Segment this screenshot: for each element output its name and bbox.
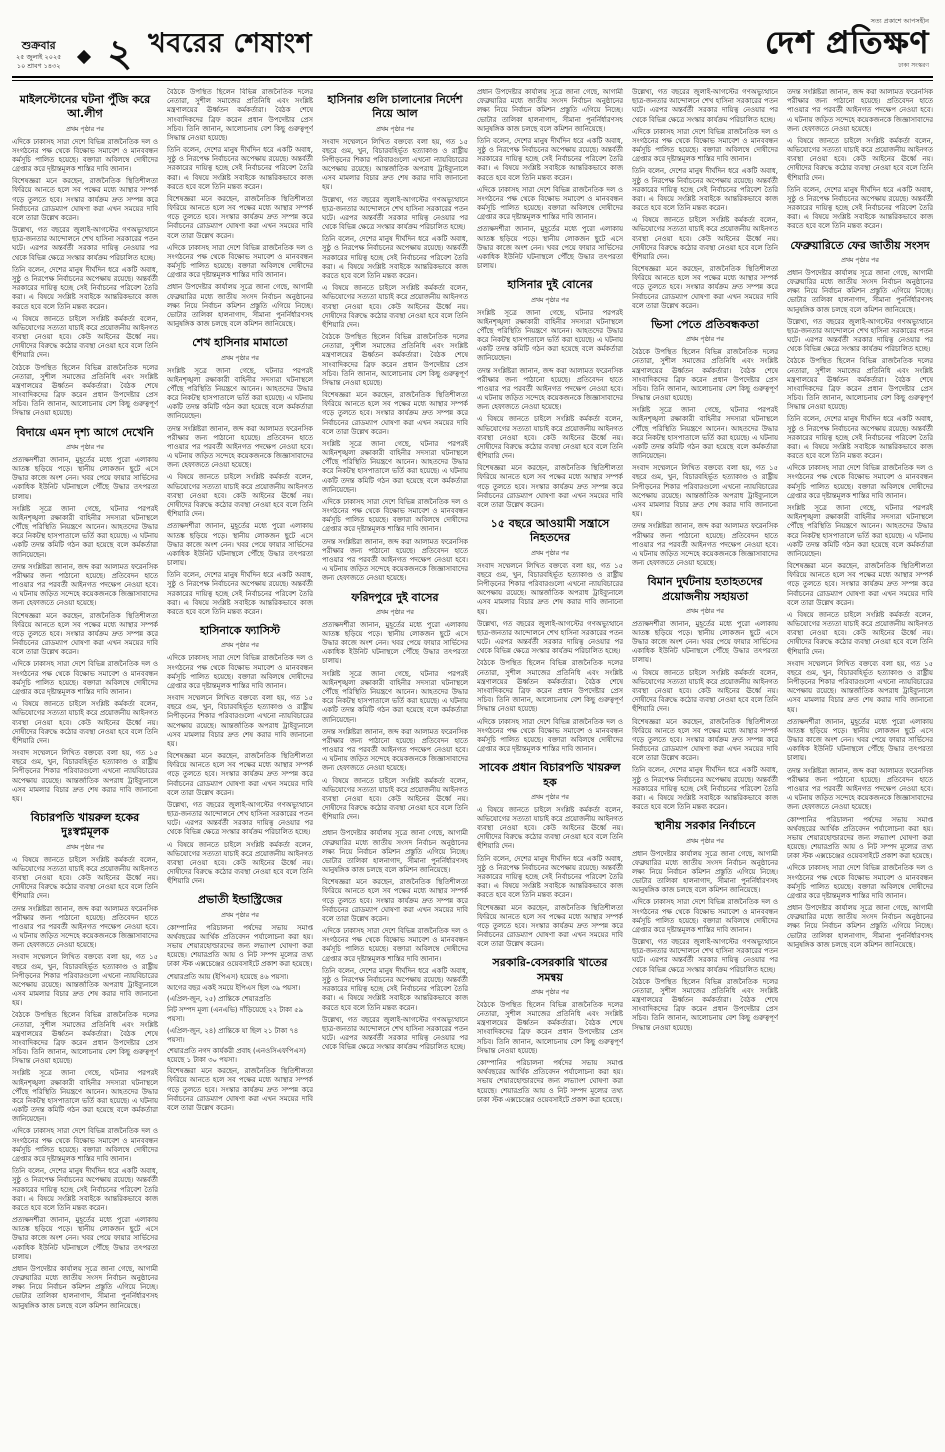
article-headline: স্থানীয় সরকার নির্বাচনে [654,819,756,833]
article-paragraph: উল্লেখ্য, গত বছরের জুলাই-আগস্টের গণঅভ্যুত্থানে ছাত্র-জনতার আন্দোলনে শেখ হাসিনা সরকারের পতন ঘটে। এরপর অন্তর্বর্তী সরকার দায়িত্ব নেওয়ার পর থেকে বিভিন্ন ক্ষেত্রে সংস্কার কার্যক্রম পরিচালিত হচ্ছে। [167,800,313,837]
article-paragraph: তদন্ত সংশ্লিষ্টরা জানান, জব্দ করা আলামত ফরেনসিক পরীক্ষার জন্য পাঠানো হয়েছে। প্রতিবেদন হাতে পাওয়ার পর পরবর্তী আইনগত পদক্ষেপ নেওয়া হবে। এ ঘটনায় জড়িত সন্দেহে কয়েকজনকে জিজ্ঞাসাবাদের জন্য হেফাজতে নেওয়া হয়েছে। [12,904,158,950]
article-paragraph: এ বিষয়ে জানতে চাইলে সংশ্লিষ্ট কর্মকর্তা বলেন, অভিযোগের সত্যতা যাচাই করে প্রয়োজনীয় আইনগত ব্যবস্থা নেওয়া হবে। কেউ আইনের ঊর্ধ্বে নয়। দোষীদের বিরুদ্ধে কঠোর ব্যবস্থা নেওয়া হবে বলে তিনি হুঁশিয়ারি দেন। [12,700,158,745]
article-kicker: প্রথম পৃষ্ঠার পর [221,911,259,919]
article-paragraph: এ বিষয়ে জানতে চাইলে সংশ্লিষ্ট কর্মকর্তা বলেন, অভিযোগের সত্যতা যাচাই করে প্রয়োজনীয় আইনগত ব্যবস্থা নেওয়া হবে। কেউ আইনের ঊর্ধ্বে নয়। দোষীদের বিরুদ্ধে কঠোর ব্যবস্থা নেওয়া হবে বলে তিনি হুঁশিয়ারি দেন। [12,314,158,360]
article-paragraph: এদিকে ঢাকাসহ সারা দেশে বিভিন্ন রাজনৈতিক দল ও সংগঠনের পক্ষ থেকে বিক্ষোভ সমাবেশ ও মানববন্ধন কর্মসূচি পালিত হয়েছে। বক্তারা অবিলম্বে দোষীদের গ্রেপ্তার করে দৃষ্টান্তমূলক শাস্তির দাবি জানান। [12,660,158,696]
article-paragraph: সংশ্লিষ্ট সূত্রে জানা গেছে, ঘটনার পরপরই আইনশৃঙ্খলা রক্ষাকারী বাহিনীর সদস্যরা ঘটনাস্থলে পৌঁছে পরিস্থিতি নিয়ন্ত্রণে আনেন। আহতদের উদ্ধার করে নিকটস্থ হাসপাতালে ভর্তি করা হয়েছে। এ ঘটনায় একটি তদন্ত কমিটি গঠন করা হয়েছে বলে কর্মকর্তারা জানিয়েছেন। [322,669,468,724]
article-kicker: প্রথম পৃষ্ঠার পর [531,793,569,801]
article-continuation [322,829,468,1052]
article-paragraph: বিশেষজ্ঞরা মনে করছেন, রাজনৈতিক স্থিতিশীলতা ফিরিয়ে আনতে হলে সব পক্ষের মধ্যে আস্থার সম্পর্ক গড়ে তুলতে হবে। সংস্কার কার্যক্রম দ্রুত সম্পন্ন করে নির্বাচনের রোডম্যাপ ঘোষণা করা এখন সময়ের দাবি বলে তারা উল্লেখ করেন। [167,752,313,797]
article-paragraph: বৈঠকে উপস্থিত ছিলেন বিভিন্ন রাজনৈতিক দলের নেতারা, সুশীল সমাজের প্রতিনিধি এবং সংশ্লিষ্ট মন্ত্রণালয়ের ঊর্ধ্বতন কর্মকর্তারা। বৈঠক শেষে সাংবাদিকদের ব্রিফ করেন প্রধান উপদেষ্টার প্রেস সচিব। তিনি জানান, আলোচনায় বেশ কিছু গুরুত্বপূর্ণ সিদ্ধান্ত নেওয়া হয়েছে। [632,977,778,1032]
article-paragraph: উল্লেখ্য, গত বছরের জুলাই-আগস্টের গণঅভ্যুত্থানে ছাত্র-জনতার আন্দোলনে শেখ হাসিনা সরকারের পতন ঘটে। এরপর অন্তর্বর্তী সরকার দায়িত্ব নেওয়ার পর থেকে বিভিন্ন ক্ষেত্রে সংস্কার কার্যক্রম পরিচালিত হচ্ছে। [632,88,778,124]
article-paragraph: প্রত্যক্ষদর্শীরা জানান, মুহূর্তের মধ্যে পুরো এলাকায় আতঙ্ক ছড়িয়ে পড়ে। স্থানীয় লোকজন ছুটে এসে উদ্ধার কাজে অংশ নেন। খবর পেয়ে ফায়ার সার্ভিসের একাধিক ইউনিট ঘটনাস্থলে পৌঁছে উদ্ধার তৎপরতা চালায়। [632,619,778,665]
article-paragraph: উল্লেখ্য, গত বছরের জুলাই-আগস্টের গণঅভ্যুত্থানে ছাত্র-জনতার আন্দোলনে শেখ হাসিনা সরকারের পতন ঘটে। এরপর অন্তর্বর্তী সরকার দায়িত্ব নেওয়ার পর থেকে বিভিন্ন ক্ষেত্রে সংস্কার কার্যক্রম পরিচালিত হচ্ছে। [12,226,158,262]
article-paragraph: এদিকে ঢাকাসহ সারা দেশে বিভিন্ন রাজনৈতিক দল ও সংগঠনের পক্ষ থেকে বিক্ষোভ সমাবেশ ও মানববন্ধন কর্মসূচি পালিত হয়েছে। বক্তারা অবিলম্বে দোষীদের গ্রেপ্তার করে দৃষ্টান্তমূলক শাস্তির দাবি জানান। [12,1127,158,1163]
article-headline: বিদায়ে এমন দৃশ্য আগে দেখেনি [16,425,154,439]
article-paragraph: বিশেষজ্ঞরা মনে করছেন, রাজনৈতিক স্থিতিশীলতা ফিরিয়ে আনতে হলে সব পক্ষের মধ্যে আস্থার সম্পর্ক গড়ে তুলতে হবে। সংস্কার কার্যক্রম দ্রুত সম্পন্ন করে নির্বাচনের রোডম্যাপ ঘোষণা করা এখন সময়ের দাবি বলে তারা উল্লেখ করেন। [477,464,623,509]
article-paragraph: তদন্ত সংশ্লিষ্টরা জানান, জব্দ করা আলামত ফরেনসিক পরীক্ষার জন্য পাঠানো হয়েছে। প্রতিবেদন হাতে পাওয়ার পর পরবর্তী আইনগত পদক্ষেপ নেওয়া হবে। এ ঘটনায় জড়িত সন্দেহে কয়েকজনকে জিজ্ঞাসাবাদের জন্য হেফাজতে নেওয়া হয়েছে। [322,727,468,773]
article-paragraph: বৈঠকে উপস্থিত ছিলেন বিভিন্ন রাজনৈতিক দলের নেতারা, সুশীল সমাজের প্রতিনিধি এবং সংশ্লিষ্ট মন্ত্রণালয়ের ঊর্ধ্বতন কর্মকর্তারা। বৈঠক শেষে সাংবাদিকদের ব্রিফ করেন প্রধান উপদেষ্টার প্রেস সচিব। তিনি জানান, আলোচনায় বেশ কিছু গুরুত্বপূর্ণ সিদ্ধান্ত নেওয়া হয়েছে। [477,1000,623,1055]
header-rule-thick [12,76,933,78]
article [477,517,623,754]
article-paragraph: উল্লেখ্য, গত বছরের জুলাই-আগস্টের গণঅভ্যুত্থানে ছাত্র-জনতার আন্দোলনে শেখ হাসিনা সরকারের পতন ঘটে। এরপর অন্তর্বর্তী সরকার দায়িত্ব নেওয়ার পর থেকে বিভিন্ন ক্ষেত্রে সংস্কার কার্যক্রম পরিচালিত হচ্ছে। [787,317,933,354]
article-paragraph: তিনি বলেন, দেশের মানুষ দীর্ঘদিন ধরে একটি অবাধ, সুষ্ঠু ও নিরপেক্ষ নির্বাচনের অপেক্ষায় রয়েছে। অন্তর্বর্তী সরকারের দায়িত্ব হচ্ছে সেই নির্বাচনের পরিবেশ তৈরি করা। এ বিষয়ে সংশ্লিষ্ট সবাইকে আন্তরিকভাবে কাজ করতে হবে বলে তিনি মন্তব্য করেন। [12,265,158,311]
article-paragraph: তিনি বলেন, দেশের মানুষ দীর্ঘদিন ধরে একটি অবাধ, সুষ্ঠু ও নিরপেক্ষ নির্বাচনের অপেক্ষায় রয়েছে। অন্তর্বর্তী সরকারের দায়িত্ব হচ্ছে সেই নির্বাচনের পরিবেশ তৈরি করা। এ বিষয়ে সংশ্লিষ্ট সবাইকে আন্তরিকভাবে কাজ করতে হবে বলে তিনি মন্তব্য করেন। [787,185,933,231]
page-number: ২ [107,30,133,75]
article [167,624,313,886]
article-headline: মাইলস্টোনের ঘটনা পুঁজি করে আ.লীগ [19,93,151,121]
article-paragraph: বিশেষজ্ঞরা মনে করছেন, রাজনৈতিক স্থিতিশীলতা ফিরিয়ে আনতে হলে সব পক্ষের মধ্যে আস্থার সম্পর্ক গড়ে তুলতে হবে। সংস্কার কার্যক্রম দ্রুত সম্পন্ন করে নির্বাচনের রোডম্যাপ ঘোষণা করা এখন সময়ের দাবি বলে তারা উল্লেখ করেন। [12,177,158,222]
article-paragraph: প্রধান উপদেষ্টার কার্যালয় সূত্রে জানা গেছে, আগামী ফেব্রুয়ারির মধ্যে জাতীয় সংসদ নির্বাচন অনুষ্ঠানের লক্ষ্য নিয়ে নির্বাচন কমিশন প্রস্তুতি এগিয়ে নিচ্ছে। ভোটার তালিকা হালনাগাদ, সীমানা পুনর্নির্ধারণসহ আনুষঙ্গিক কাজ চলছে বলে কমিশন জানিয়েছে। [12,1264,158,1310]
article-paragraph: বৈঠকে উপস্থিত ছিলেন বিভিন্ন রাজনৈতিক দলের নেতারা, সুশীল সমাজের প্রতিনিধি এবং সংশ্লিষ্ট মন্ত্রণালয়ের ঊর্ধ্বতন কর্মকর্তারা। বৈঠক শেষে সাংবাদিকদের ব্রিফ করেন প্রধান উপদেষ্টার প্রেস সচিব। তিনি জানান, আলোচনায় বেশ কিছু গুরুত্বপূর্ণ সিদ্ধান্ত নেওয়া হয়েছে। [787,357,933,412]
masthead-title: দেশ প্রতিক্ষণ [764,25,929,62]
article-kicker: প্রথম পৃষ্ঠার পর [66,843,104,851]
masthead-tagline: সত্য প্রকাশে আপসহীন [870,17,929,25]
article-paragraph: তদন্ত সংশ্লিষ্টরা জানান, জব্দ করা আলামত ফরেনসিক পরীক্ষার জন্য পাঠানো হয়েছে। প্রতিবেদন হাতে পাওয়ার পর পরবর্তী আইনগত পদক্ষেপ নেওয়া হবে। এ ঘটনায় জড়িত সন্দেহে কয়েকজনকে জিজ্ঞাসাবাদের জন্য হেফাজতে নেওয়া হয়েছে। [167,424,313,470]
article-kicker: প্রথম পৃষ্ঠার পর [376,608,414,616]
article [477,278,623,510]
article-kicker: প্রথম পৃষ্ঠার পর [221,642,259,650]
article-paragraph: এ বিষয়ে জানতে চাইলে সংশ্লিষ্ট কর্মকর্তা বলেন, অভিযোগের সত্যতা যাচাই করে প্রয়োজনীয় আইনগত ব্যবস্থা নেওয়া হবে। কেউ আইনের ঊর্ধ্বে নয়। দোষীদের বিরুদ্ধে কঠোর ব্যবস্থা নেওয়া হবে বলে তিনি হুঁশিয়ারি দেন। [632,216,778,261]
article-paragraph: এ বিষয়ে জানতে চাইলে সংশ্লিষ্ট কর্মকর্তা বলেন, অভিযোগের সত্যতা যাচাই করে প্রয়োজনীয় আইনগত ব্যবস্থা নেওয়া হবে। কেউ আইনের ঊর্ধ্বে নয়। দোষীদের বিরুদ্ধে কঠোর ব্যবস্থা নেওয়া হবে বলে তিনি হুঁশিয়ারি দেন। [632,668,778,714]
article-paragraph: এদিকে ঢাকাসহ সারা দেশে বিভিন্ন রাজনৈতিক দল ও সংগঠনের পক্ষ থেকে বিক্ষোভ সমাবেশ ও মানববন্ধন কর্মসূচি পালিত হয়েছে। বক্তারা অবিলম্বে দোষীদের গ্রেপ্তার করে দৃষ্টান্তমূলক শাস্তির দাবি জানান। [477,717,623,754]
article-kicker: প্রথম পৃষ্ঠার পর [221,354,259,362]
article-paragraph: বৈঠকে উপস্থিত ছিলেন বিভিন্ন রাজনৈতিক দলের নেতারা, সুশীল সমাজের প্রতিনিধি এবং সংশ্লিষ্ট মন্ত্রণালয়ের ঊর্ধ্বতন কর্মকর্তারা। বৈঠক শেষে সাংবাদিকদের ব্রিফ করেন প্রধান উপদেষ্টার প্রেস সচিব। তিনি জানান, আলোচনায় বেশ কিছু গুরুত্বপূর্ণ সিদ্ধান্ত নেওয়া হয়েছে। [12,1011,158,1066]
article-paragraph: বিশেষজ্ঞরা মনে করছেন, রাজনৈতিক স্থিতিশীলতা ফিরিয়ে আনতে হলে সব পক্ষের মধ্যে আস্থার সম্পর্ক গড়ে তুলতে হবে। সংস্কার কার্যক্রম দ্রুত সম্পন্ন করে নির্বাচনের রোডম্যাপ ঘোষণা করা এখন সময়ের দাবি বলে তারা উল্লেখ করেন। [12,611,158,657]
edition-note: ঢাকা সংস্করণ [898,62,929,70]
article-paragraph: কোম্পানির পরিচালনা পর্ষদের সভায় সমাপ্ত অর্থবছরের আর্থিক প্রতিবেদন পর্যালোচনা করা হয়। সভায় শেয়ারহোল্ডারদের জন্য লভ্যাংশ ঘোষণা করা হয়েছে। শেয়ারপ্রতি আয় ও নিট সম্পদ মূল্যের তথ্য ঢাকা স্টক এক্সচেঞ্জের ওয়েবসাইটে প্রকাশ করা হয়েছে। [477,1059,623,1104]
article-paragraph: এদিকে ঢাকাসহ সারা দেশে বিভিন্ন রাজনৈতিক দল ও সংগঠনের পক্ষ থেকে বিক্ষোভ সমাবেশ ও মানববন্ধন কর্মসূচি পালিত হয়েছে। বক্তারা অবিলম্বে দোষীদের গ্রেপ্তার করে দৃষ্টান্তমূলক শাস্তির দাবি জানান। [477,185,623,222]
date-block [16,39,61,70]
article-paragraph: এদিকে ঢাকাসহ সারা দেশে বিভিন্ন রাজনৈতিক দল ও সংগঠনের পক্ষ থেকে বিক্ষোভ সমাবেশ ও মানববন্ধন কর্মসূচি পালিত হয়েছে। বক্তারা অবিলম্বে দোষীদের গ্রেপ্তার করে দৃষ্টান্তমূলক শাস্তির দাবি জানান। [167,654,313,690]
article-kicker: প্রথম পৃষ্ঠার পর [531,988,569,996]
column-3 [322,88,468,1428]
article-paragraph: সংবাদ সম্মেলনে লিখিত বক্তব্যে বলা হয়, গত ১৫ বছরে গুম, খুন, বিচারবহির্ভূত হত্যাকাণ্ড ও রাষ্ট্রীয় নিপীড়নের শিকার পরিবারগুলো এখনো ন্যায়বিচারের অপেক্ষায় রয়েছে। আন্তর্জাতিক অপরাধ ট্রাইব্যুনালে এসব মামলার বিচার দ্রুত শেষ করার দাবি জানানো হয়। [787,659,933,714]
article-paragraph: তিনি বলেন, দেশের মানুষ দীর্ঘদিন ধরে একটি অবাধ, সুষ্ঠু ও নিরপেক্ষ নির্বাচনের অপেক্ষায় রয়েছে। অন্তর্বর্তী সরকারের দায়িত্ব হচ্ছে সেই নির্বাচনের পরিবেশ তৈরি করা। এ বিষয়ে সংশ্লিষ্ট সবাইকে আন্তরিকভাবে কাজ করতে হবে বলে তিনি মন্তব্য করেন। [322,966,468,1012]
article-paragraph: বিশেষজ্ঞরা মনে করছেন, রাজনৈতিক স্থিতিশীলতা ফিরিয়ে আনতে হলে সব পক্ষের মধ্যে আস্থার সম্পর্ক গড়ে তুলতে হবে। সংস্কার কার্যক্রম দ্রুত সম্পন্ন করে নির্বাচনের রোডম্যাপ ঘোষণা করা এখন সময়ের দাবি বলে তারা উল্লেখ করেন। [632,717,778,763]
article-headline: ১৫ বছরে আওয়ামী সন্ত্রাসে নিহতদের [490,517,610,545]
column-2 [167,88,313,1428]
article-headline: সাবেক প্রধান বিচারপতি খায়রুল হক [479,761,621,789]
article-paragraph: সংশ্লিষ্ট সূত্রে জানা গেছে, ঘটনার পরপরই আইনশৃঙ্খলা রক্ষাকারী বাহিনীর সদস্যরা ঘটনাস্থলে পৌঁছে পরিস্থিতি নিয়ন্ত্রণে আনেন। আহতদের উদ্ধার করে নিকটস্থ হাসপাতালে ভর্তি করা হয়েছে। এ ঘটনায় একটি তদন্ত কমিটি গঠন করা হয়েছে বলে কর্মকর্তারা জানিয়েছেন। [787,504,933,558]
article-paragraph: বিশেষজ্ঞরা মনে করছেন, রাজনৈতিক স্থিতিশীলতা ফিরিয়ে আনতে হলে সব পক্ষের মধ্যে আস্থার সম্পর্ক গড়ে তুলতে হবে। সংস্কার কার্যক্রম দ্রুত সম্পন্ন করে নির্বাচনের রোডম্যাপ ঘোষণা করা এখন সময়ের দাবি বলে তারা উল্লেখ করেন। [167,194,313,240]
article-paragraph: তিনি বলেন, দেশের মানুষ দীর্ঘদিন ধরে একটি অবাধ, সুষ্ঠু ও নিরপেক্ষ নির্বাচনের অপেক্ষায় রয়েছে। অন্তর্বর্তী সরকারের দায়িত্ব হচ্ছে সেই নির্বাচনের পরিবেশ তৈরি করা। এ বিষয়ে সংশ্লিষ্ট সবাইকে আন্তরিকভাবে কাজ করতে হবে বলে তিনি মন্তব্য করেন। [167,571,313,616]
article-kicker: প্রথম পৃষ্ঠার পর [66,125,104,133]
article-paragraph: সংবাদ সম্মেলনে লিখিত বক্তব্যে বলা হয়, গত ১৫ বছরে গুম, খুন, বিচারবহির্ভূত হত্যাকাণ্ড ও রাষ্ট্রীয় নিপীড়নের শিকার পরিবারগুলো এখনো ন্যায়বিচারের অপেক্ষায় রয়েছে। আন্তর্জাতিক অপরাধ ট্রাইব্যুনালে এসব মামলার বিচার দ্রুত শেষ করার দাবি জানানো হয়। [167,694,313,748]
article-paragraph: প্রত্যক্ষদর্শীরা জানান, মুহূর্তের মধ্যে পুরো এলাকায় আতঙ্ক ছড়িয়ে পড়ে। স্থানীয় লোকজন ছুটে এসে উদ্ধার কাজে অংশ নেন। খবর পেয়ে ফায়ার সার্ভিসের একাধিক ইউনিট ঘটনাস্থলে পৌঁছে উদ্ধার তৎপরতা চালায়। [167,522,313,568]
article-paragraph: বিশেষজ্ঞরা মনে করছেন, রাজনৈতিক স্থিতিশীলতা ফিরিয়ে আনতে হলে সব পক্ষের মধ্যে আস্থার সম্পর্ক গড়ে তুলতে হবে। সংস্কার কার্যক্রম দ্রুত সম্পন্ন করে নির্বাচনের রোডম্যাপ ঘোষণা করা এখন সময়ের দাবি বলে তারা উল্লেখ করেন। [322,878,468,923]
article-paragraph: তদন্ত সংশ্লিষ্টরা জানান, জব্দ করা আলামত ফরেনসিক পরীক্ষার জন্য পাঠানো হয়েছে। প্রতিবেদন হাতে পাওয়ার পর পরবর্তী আইনগত পদক্ষেপ নেওয়া হবে। এ ঘটনায় জড়িত সন্দেহে কয়েকজনকে জিজ্ঞাসাবাদের জন্য হেফাজতে নেওয়া হয়েছে। [632,522,778,568]
article-paragraph: সংশ্লিষ্ট সূত্রে জানা গেছে, ঘটনার পরপরই আইনশৃঙ্খলা রক্ষাকারী বাহিনীর সদস্যরা ঘটনাস্থলে পৌঁছে পরিস্থিতি নিয়ন্ত্রণে আনেন। আহতদের উদ্ধার করে নিকটস্থ হাসপাতালে ভর্তি করা হয়েছে। এ ঘটনায় একটি তদন্ত কমিটি গঠন করা হয়েছে বলে কর্মকর্তারা জানিয়েছেন। [12,504,158,559]
article-continuation [632,88,778,311]
article-paragraph: এ বিষয়ে জানতে চাইলে সংশ্লিষ্ট কর্মকর্তা বলেন, অভিযোগের সত্যতা যাচাই করে প্রয়োজনীয় আইনগত ব্যবস্থা নেওয়া হবে। কেউ আইনের ঊর্ধ্বে নয়। দোষীদের বিরুদ্ধে কঠোর ব্যবস্থা নেওয়া হবে বলে তিনি হুঁশিয়ারি দেন। [787,610,933,656]
article-paragraph: তিনি বলেন, দেশের মানুষ দীর্ঘদিন ধরে একটি অবাধ, সুষ্ঠু ও নিরপেক্ষ নির্বাচনের অপেক্ষায় রয়েছে। অন্তর্বর্তী সরকারের দায়িত্ব হচ্ছে সেই নির্বাচনের পরিবেশ তৈরি করা। এ বিষয়ে সংশ্লিষ্ট সবাইকে আন্তরিকভাবে কাজ করতে হবে বলে তিনি মন্তব্য করেন। [322,235,468,280]
article-headline: শেখ হাসিনার মামাতো [192,336,288,350]
article-paragraph: এ বিষয়ে জানতে চাইলে সংশ্লিষ্ট কর্মকর্তা বলেন, অভিযোগের সত্যতা যাচাই করে প্রয়োজনীয় আইনগত ব্যবস্থা নেওয়া হবে। কেউ আইনের ঊর্ধ্বে নয়। দোষীদের বিরুদ্ধে কঠোর ব্যবস্থা নেওয়া হবে বলে তিনি হুঁশিয়ারি দেন। [477,415,623,461]
article-kicker: প্রথম পৃষ্ঠার পর [686,837,724,845]
section-title: খবরের শেষাংশ [148,28,313,59]
article-paragraph: উল্লেখ্য, গত বছরের জুলাই-আগস্টের গণঅভ্যুত্থানে ছাত্র-জনতার আন্দোলনে শেখ হাসিনা সরকারের পতন ঘটে। এরপর অন্তর্বর্তী সরকার দায়িত্ব নেওয়ার পর থেকে বিভিন্ন ক্ষেত্রে সংস্কার কার্যক্রম পরিচালিত হচ্ছে। [477,619,623,656]
article-kicker: প্রথম পৃষ্ঠার পর [686,607,724,615]
article-paragraph: এ বিষয়ে জানতে চাইলে সংশ্লিষ্ট কর্মকর্তা বলেন, অভিযোগের সত্যতা যাচাই করে প্রয়োজনীয় আইনগত ব্যবস্থা নেওয়া হবে। কেউ আইনের ঊর্ধ্বে নয়। দোষীদের বিরুদ্ধে কঠোর ব্যবস্থা নেওয়া হবে বলে তিনি হুঁশিয়ারি দেন। [477,805,623,851]
article-kicker: প্রথম পৃষ্ঠার পর [686,336,724,344]
article-headline: ফেব্রুয়ারিতে ফের জাতীয় সংসদ [790,238,930,252]
column-6 [787,88,933,1428]
masthead-ornament-icon [77,50,91,64]
article [787,239,933,950]
article-paragraph: তদন্ত সংশ্লিষ্টরা জানান, জব্দ করা আলামত ফরেনসিক পরীক্ষার জন্য পাঠানো হয়েছে। প্রতিবেদন হাতে পাওয়ার পর পরবর্তী আইনগত পদক্ষেপ নেওয়া হবে। এ ঘটনায় জড়িত সন্দেহে কয়েকজনকে জিজ্ঞাসাবাদের জন্য হেফাজতে নেওয়া হয়েছে। [477,366,623,412]
article-paragraph: এ বিষয়ে জানতে চাইলে সংশ্লিষ্ট কর্মকর্তা বলেন, অভিযোগের সত্যতা যাচাই করে প্রয়োজনীয় আইনগত ব্যবস্থা নেওয়া হবে। কেউ আইনের ঊর্ধ্বে নয়। দোষীদের বিরুদ্ধে কঠোর ব্যবস্থা নেওয়া হবে বলে তিনি হুঁশিয়ারি দেন। [167,473,313,519]
article-paragraph: উল্লেখ্য, গত বছরের জুলাই-আগস্টের গণঅভ্যুত্থানে ছাত্র-জনতার আন্দোলনে শেখ হাসিনা সরকারের পতন ঘটে। এরপর অন্তর্বর্তী সরকার দায়িত্ব নেওয়ার পর থেকে বিভিন্ন ক্ষেত্রে সংস্কার কার্যক্রম পরিচালিত হচ্ছে। [632,938,778,974]
article-paragraph: বৈঠকে উপস্থিত ছিলেন বিভিন্ন রাজনৈতিক দলের নেতারা, সুশীল সমাজের প্রতিনিধি এবং সংশ্লিষ্ট মন্ত্রণালয়ের ঊর্ধ্বতন কর্মকর্তারা। বৈঠক শেষে সাংবাদিকদের ব্রিফ করেন প্রধান উপদেষ্টার প্রেস সচিব। তিনি জানান, আলোচনায় বেশ কিছু গুরুত্বপূর্ণ সিদ্ধান্ত নেওয়া হয়েছে। [167,88,313,142]
article-paragraph: তিনি বলেন, দেশের মানুষ দীর্ঘদিন ধরে একটি অবাধ, সুষ্ঠু ও নিরপেক্ষ নির্বাচনের অপেক্ষায় রয়েছে। অন্তর্বর্তী সরকারের দায়িত্ব হচ্ছে সেই নির্বাচনের পরিবেশ তৈরি করা। এ বিষয়ে সংশ্লিষ্ট সবাইকে আন্তরিকভাবে কাজ করতে হবে বলে তিনি মন্তব্য করেন। [787,415,933,461]
column-4 [477,88,623,1428]
article-paragraph: এদিকে ঢাকাসহ সারা দেশে বিভিন্ন রাজনৈতিক দল ও সংগঠনের পক্ষ থেকে বিক্ষোভ সমাবেশ ও মানববন্ধন কর্মসূচি পালিত হয়েছে। বক্তারা অবিলম্বে দোষীদের গ্রেপ্তার করে দৃষ্টান্তমূলক শাস্তির দাবি জানান। [632,127,778,164]
article-paragraph: তদন্ত সংশ্লিষ্টরা জানান, জব্দ করা আলামত ফরেনসিক পরীক্ষার জন্য পাঠানো হয়েছে। প্রতিবেদন হাতে পাওয়ার পর পরবর্তী আইনগত পদক্ষেপ নেওয়া হবে। এ ঘটনায় জড়িত সন্দেহে কয়েকজনকে জিজ্ঞাসাবাদের জন্য হেফাজতে নেওয়া হয়েছে। [322,537,468,583]
article-paragraph: বিশেষজ্ঞরা মনে করছেন, রাজনৈতিক স্থিতিশীলতা ফিরিয়ে আনতে হলে সব পক্ষের মধ্যে আস্থার সম্পর্ক গড়ে তুলতে হবে। সংস্কার কার্যক্রম দ্রুত সম্পন্ন করে নির্বাচনের রোডম্যাপ ঘোষণা করা এখন সময়ের দাবি বলে তারা উল্লেখ করেন। [322,391,468,436]
article-paragraph: এদিকে ঢাকাসহ সারা দেশে বিভিন্ন রাজনৈতিক দল ও সংগঠনের পক্ষ থেকে বিক্ষোভ সমাবেশ ও মানববন্ধন কর্মসূচি পালিত হয়েছে। বক্তারা অবিলম্বে দোষীদের গ্রেপ্তার করে দৃষ্টান্তমূলক শাস্তির দাবি জানান। [632,898,778,934]
article [632,318,778,568]
article-paragraph: সংবাদ সম্মেলনে লিখিত বক্তব্যে বলা হয়, গত ১৫ বছরে গুম, খুন, বিচারবহির্ভূত হত্যাকাণ্ড ও রাষ্ট্রীয় নিপীড়নের শিকার পরিবারগুলো এখনো ন্যায়বিচারের অপেক্ষায় রয়েছে। আন্তর্জাতিক অপরাধ ট্রাইব্যুনালে এসব মামলার বিচার দ্রুত শেষ করার দাবি জানানো হয়। [12,749,158,803]
article-paragraph: প্রধান উপদেষ্টার কার্যালয় সূত্রে জানা গেছে, আগামী ফেব্রুয়ারির মধ্যে জাতীয় সংসদ নির্বাচন অনুষ্ঠানের লক্ষ্য নিয়ে নির্বাচন কমিশন প্রস্তুতি এগিয়ে নিচ্ছে। ভোটার তালিকা হালনাগাদ, সীমানা পুনর্নির্ধারণসহ আনুষঙ্গিক কাজ চলছে বলে কমিশন জানিয়েছে। [477,88,623,133]
column-1 [12,88,158,1428]
article-paragraph: শেয়ারপ্রতি নগদ কার্যকরী প্রবাহ (এনওসিএফপিএস) হয়েছে ১ টাকা ৩০ পয়সা। [167,1046,307,1065]
article [632,575,778,812]
article [167,336,313,617]
article [477,761,623,949]
article-paragraph: সংশ্লিষ্ট সূত্রে জানা গেছে, ঘটনার পরপরই আইনশৃঙ্খলা রক্ষাকারী বাহিনীর সদস্যরা ঘটনাস্থলে পৌঁছে পরিস্থিতি নিয়ন্ত্রণে আনেন। আহতদের উদ্ধার করে নিকটস্থ হাসপাতালে ভর্তি করা হয়েছে। এ ঘটনায় একটি তদন্ত কমিটি গঠন করা হয়েছে বলে কর্মকর্তারা জানিয়েছেন। [12,1069,158,1124]
article-headline: হাসিনার দুই বোনের [507,278,593,292]
article-paragraph: তিনি বলেন, দেশের মানুষ দীর্ঘদিন ধরে একটি অবাধ, সুষ্ঠু ও নিরপেক্ষ নির্বাচনের অপেক্ষায় রয়েছে। অন্তর্বর্তী সরকারের দায়িত্ব হচ্ছে সেই নির্বাচনের পরিবেশ তৈরি করা। এ বিষয়ে সংশ্লিষ্ট সবাইকে আন্তরিকভাবে কাজ করতে হবে বলে তিনি মন্তব্য করেন। [167,146,313,191]
date-gregorian: ২৫ জুলাই ২০২৫ [16,53,62,62]
article-paragraph: এ বিষয়ে জানতে চাইলে সংশ্লিষ্ট কর্মকর্তা বলেন, অভিযোগের সত্যতা যাচাই করে প্রয়োজনীয় আইনগত ব্যবস্থা নেওয়া হবে। কেউ আইনের ঊর্ধ্বে নয়। দোষীদের বিরুদ্ধে কঠোর ব্যবস্থা নেওয়া হবে বলে তিনি হুঁশিয়ারি দেন। [12,855,158,901]
article-kicker: প্রথম পৃষ্ঠার পর [841,256,879,264]
article-paragraph: উল্লেখ্য, গত বছরের জুলাই-আগস্টের গণঅভ্যুত্থানে ছাত্র-জনতার আন্দোলনে শেখ হাসিনা সরকারের পতন ঘটে। এরপর অন্তর্বর্তী সরকার দায়িত্ব নেওয়ার পর থেকে বিভিন্ন ক্ষেত্রে সংস্কার কার্যক্রম পরিচালিত হচ্ছে। [322,1015,468,1052]
article-paragraph: প্রত্যক্ষদর্শীরা জানান, মুহূর্তের মধ্যে পুরো এলাকায় আতঙ্ক ছড়িয়ে পড়ে। স্থানীয় লোকজন ছুটে এসে উদ্ধার কাজে অংশ নেন। খবর পেয়ে ফায়ার সার্ভিসের একাধিক ইউনিট ঘটনাস্থলে পৌঁছে উদ্ধার তৎপরতা চালায়। [477,225,623,271]
date-bangla: ১০ শ্রাবণ ১৪৩২ [16,61,61,70]
article-paragraph: প্রত্যক্ষদর্শীরা জানান, মুহূর্তের মধ্যে পুরো এলাকায় আতঙ্ক ছড়িয়ে পড়ে। স্থানীয় লোকজন ছুটে এসে উদ্ধার কাজে অংশ নেন। খবর পেয়ে ফায়ার সার্ভিসের একাধিক ইউনিট ঘটনাস্থলে পৌঁছে উদ্ধার তৎপরতা চালায়। [12,455,158,501]
weekday-label: শুক্রবার [21,38,56,52]
article-paragraph: প্রধান উপদেষ্টার কার্যালয় সূত্রে জানা গেছে, আগামী ফেব্রুয়ারির মধ্যে জাতীয় সংসদ নির্বাচন অনুষ্ঠানের লক্ষ্য নিয়ে নির্বাচন কমিশন প্রস্তুতি এগিয়ে নিচ্ছে। ভোটার তালিকা হালনাগাদ, সীমানা পুনর্নির্ধারণসহ আনুষঙ্গিক কাজ চলছে বলে কমিশন জানিয়েছে। [787,268,933,314]
article-paragraph: সংশ্লিষ্ট সূত্রে জানা গেছে, ঘটনার পরপরই আইনশৃঙ্খলা রক্ষাকারী বাহিনীর সদস্যরা ঘটনাস্থলে পৌঁছে পরিস্থিতি নিয়ন্ত্রণে আনেন। আহতদের উদ্ধার করে নিকটস্থ হাসপাতালে ভর্তি করা হয়েছে। এ ঘটনায় একটি তদন্ত কমিটি গঠন করা হয়েছে বলে কর্মকর্তারা জানিয়েছেন। [167,366,313,421]
masthead-block [765,18,929,70]
article-paragraph: এ বিষয়ে জানতে চাইলে সংশ্লিষ্ট কর্মকর্তা বলেন, অভিযোগের সত্যতা যাচাই করে প্রয়োজনীয় আইনগত ব্যবস্থা নেওয়া হবে। কেউ আইনের ঊর্ধ্বে নয়। দোষীদের বিরুদ্ধে কঠোর ব্যবস্থা নেওয়া হবে বলে তিনি হুঁশিয়ারি দেন। [322,284,468,329]
article-paragraph: কোম্পানির পরিচালনা পর্ষদের সভায় সমাপ্ত অর্থবছরের আর্থিক প্রতিবেদন পর্যালোচনা করা হয়। সভায় শেয়ারহোল্ডারদের জন্য লভ্যাংশ ঘোষণা করা হয়েছে। শেয়ারপ্রতি আয় ও নিট সম্পদ মূল্যের তথ্য ঢাকা স্টক এক্সচেঞ্জের ওয়েবসাইটে প্রকাশ করা হয়েছে। [167,923,313,969]
column-5 [632,88,778,1428]
article-headline: ভিসা পেতে প্রতিবন্ধকতা [651,317,759,331]
article-paragraph: কোম্পানির পরিচালনা পর্ষদের সভায় সমাপ্ত অর্থবছরের আর্থিক প্রতিবেদন পর্যালোচনা করা হয়। সভায় শেয়ারহোল্ডারদের জন্য লভ্যাংশ ঘোষণা করা হয়েছে। শেয়ারপ্রতি আয় ও নিট সম্পদ মূল্যের তথ্য ঢাকা স্টক এক্সচেঞ্জের ওয়েবসাইটে প্রকাশ করা হয়েছে। [787,815,933,861]
article-continuation [787,88,933,232]
article-headline: বিচারপতি খায়রুল হকের দুঃস্বপ্নমূলক [30,811,140,839]
article-paragraph: বৈঠকে উপস্থিত ছিলেন বিভিন্ন রাজনৈতিক দলের নেতারা, সুশীল সমাজের প্রতিনিধি এবং সংশ্লিষ্ট মন্ত্রণালয়ের ঊর্ধ্বতন কর্মকর্তারা। বৈঠক শেষে সাংবাদিকদের ব্রিফ করেন প্রধান উপদেষ্টার প্রেস সচিব। তিনি জানান, আলোচনায় বেশ কিছু গুরুত্বপূর্ণ সিদ্ধান্ত নেওয়া হয়েছে। [477,659,623,714]
article [477,956,623,1104]
article-headline: ফরিদপুরে দুই বাসের [351,590,439,604]
article-paragraph: তদন্ত সংশ্লিষ্টরা জানান, জব্দ করা আলামত ফরেনসিক পরীক্ষার জন্য পাঠানো হয়েছে। প্রতিবেদন হাতে পাওয়ার পর পরবর্তী আইনগত পদক্ষেপ নেওয়া হবে। এ ঘটনায় জড়িত সন্দেহে কয়েকজনকে জিজ্ঞাসাবাদের জন্য হেফাজতে নেওয়া হয়েছে। [787,766,933,812]
article-paragraph: বিশেষজ্ঞরা মনে করছেন, রাজনৈতিক স্থিতিশীলতা ফিরিয়ে আনতে হলে সব পক্ষের মধ্যে আস্থার সম্পর্ক গড়ে তুলতে হবে। সংস্কার কার্যক্রম দ্রুত সম্পন্ন করে নির্বাচনের রোডম্যাপ ঘোষণা করা এখন সময়ের দাবি বলে তারা উল্লেখ করেন। [167,1067,313,1112]
article-paragraph: তিনি বলেন, দেশের মানুষ দীর্ঘদিন ধরে একটি অবাধ, সুষ্ঠু ও নিরপেক্ষ নির্বাচনের অপেক্ষায় রয়েছে। অন্তর্বর্তী সরকারের দায়িত্ব হচ্ছে সেই নির্বাচনের পরিবেশ তৈরি করা। এ বিষয়ে সংশ্লিষ্ট সবাইকে আন্তরিকভাবে কাজ করতে হবে বলে তিনি মন্তব্য করেন। [477,136,623,182]
article-paragraph: প্রধান উপদেষ্টার কার্যালয় সূত্রে জানা গেছে, আগামী ফেব্রুয়ারির মধ্যে জাতীয় সংসদ নির্বাচন অনুষ্ঠানের লক্ষ্য নিয়ে নির্বাচন কমিশন প্রস্তুতি এগিয়ে নিচ্ছে। ভোটার তালিকা হালনাগাদ, সীমানা পুনর্নির্ধারণসহ আনুষঙ্গিক কাজ চলছে বলে কমিশন জানিয়েছে। [322,829,468,875]
article-headline: হাসিনাকে ফ্যাসিস্ট [200,624,280,638]
article-paragraph: এদিকে ঢাকাসহ সারা দেশে বিভিন্ন রাজনৈতিক দল ও সংগঠনের পক্ষ থেকে বিক্ষোভ সমাবেশ ও মানববন্ধন কর্মসূচি পালিত হয়েছে। বক্তারা অবিলম্বে দোষীদের গ্রেপ্তার করে দৃষ্টান্তমূলক শাস্তির দাবি জানান। [787,464,933,500]
article-paragraph: বৈঠকে উপস্থিত ছিলেন বিভিন্ন রাজনৈতিক দলের নেতারা, সুশীল সমাজের প্রতিনিধি এবং সংশ্লিষ্ট মন্ত্রণালয়ের ঊর্ধ্বতন কর্মকর্তারা। বৈঠক শেষে সাংবাদিকদের ব্রিফ করেন প্রধান উপদেষ্টার প্রেস সচিব। তিনি জানান, আলোচনায় বেশ কিছু গুরুত্বপূর্ণ সিদ্ধান্ত নেওয়া হয়েছে। [632,348,778,403]
article-paragraph: তদন্ত সংশ্লিষ্টরা জানান, জব্দ করা আলামত ফরেনসিক পরীক্ষার জন্য পাঠানো হয়েছে। প্রতিবেদন হাতে পাওয়ার পর পরবর্তী আইনগত পদক্ষেপ নেওয়া হবে। এ ঘটনায় জড়িত সন্দেহে কয়েকজনকে জিজ্ঞাসাবাদের জন্য হেফাজতে নেওয়া হয়েছে। [12,562,158,608]
article [632,819,778,1033]
article-paragraph: (এপ্রিল-জুন, ২৪) প্রান্তিকে যা ছিল ২১ টাকা ৭৪ পয়সা। [167,1026,299,1044]
article-paragraph: তিনি বলেন, দেশের মানুষ দীর্ঘদিন ধরে একটি অবাধ, সুষ্ঠু ও নিরপেক্ষ নির্বাচনের অপেক্ষায় রয়েছে। অন্তর্বর্তী সরকারের দায়িত্ব হচ্ছে সেই নির্বাচনের পরিবেশ তৈরি করা। এ বিষয়ে সংশ্লিষ্ট সবাইকে আন্তরিকভাবে কাজ করতে হবে বলে তিনি মন্তব্য করেন। [632,167,778,213]
article-paragraph: বিশেষজ্ঞরা মনে করছেন, রাজনৈতিক স্থিতিশীলতা ফিরিয়ে আনতে হলে সব পক্ষের মধ্যে আস্থার সম্পর্ক গড়ে তুলতে হবে। সংস্কার কার্যক্রম দ্রুত সম্পন্ন করে নির্বাচনের রোডম্যাপ ঘোষণা করা এখন সময়ের দাবি বলে তারা উল্লেখ করেন। [787,562,933,607]
article-paragraph: আগের বছর একই সময়ে ইপিএস ছিল ৩৯ পয়সা। [167,983,301,992]
article [322,591,468,823]
article-paragraph: এদিকে ঢাকাসহ সারা দেশে বিভিন্ন রাজনৈতিক দল ও সংগঠনের পক্ষ থেকে বিক্ষোভ সমাবেশ ও মানববন্ধন কর্মসূচি পালিত হয়েছে। বক্তারা অবিলম্বে দোষীদের গ্রেপ্তার করে দৃষ্টান্তমূলক শাস্তির দাবি জানান। [322,927,468,963]
article-paragraph: প্রধান উপদেষ্টার কার্যালয় সূত্রে জানা গেছে, আগামী ফেব্রুয়ারির মধ্যে জাতীয় সংসদ নির্বাচন অনুষ্ঠানের লক্ষ্য নিয়ে নির্বাচন কমিশন প্রস্তুতি এগিয়ে নিচ্ছে। ভোটার তালিকা হালনাগাদ, সীমানা পুনর্নির্ধারণসহ আনুষঙ্গিক কাজ চলছে বলে কমিশন জানিয়েছে। [167,283,313,329]
article-paragraph: শেয়ারপ্রতি আয় (ইপিএস) হয়েছে ৪৬ পয়সা। [167,972,289,981]
article-paragraph: এদিকে ঢাকাসহ সারা দেশে বিভিন্ন রাজনৈতিক দল ও সংগঠনের পক্ষ থেকে বিক্ষোভ সমাবেশ ও মানববন্ধন কর্মসূচি পালিত হয়েছে। বক্তারা অবিলম্বে দোষীদের গ্রেপ্তার করে দৃষ্টান্তমূলক শাস্তির দাবি জানান। [167,243,313,280]
article-kicker: প্রথম পৃষ্ঠার পর [531,549,569,557]
article-kicker: প্রথম পৃষ্ঠার পর [66,443,104,451]
page-header [10,14,935,76]
article-paragraph: এদিকে ঢাকাসহ সারা দেশে বিভিন্ন রাজনৈতিক দল ও সংগঠনের পক্ষ থেকে বিক্ষোভ সমাবেশ ও মানববন্ধন কর্মসূচি পালিত হয়েছে। বক্তারা অবিলম্বে দোষীদের গ্রেপ্তার করে দৃষ্টান্তমূলক শাস্তির দাবি জানান। [322,497,468,534]
article-continuation [477,88,623,271]
article-paragraph: বিশেষজ্ঞরা মনে করছেন, রাজনৈতিক স্থিতিশীলতা ফিরিয়ে আনতে হলে সব পক্ষের মধ্যে আস্থার সম্পর্ক গড়ে তুলতে হবে। সংস্কার কার্যক্রম দ্রুত সম্পন্ন করে নির্বাচনের রোডম্যাপ ঘোষণা করা এখন সময়ের দাবি বলে তারা উল্লেখ করেন। [477,903,623,949]
header-rule-thin [12,80,933,81]
article-columns [10,88,935,1428]
article-paragraph: সংবাদ সম্মেলনে লিখিত বক্তব্যে বলা হয়, গত ১৫ বছরে গুম, খুন, বিচারবহির্ভূত হত্যাকাণ্ড ও রাষ্ট্রীয় নিপীড়নের শিকার পরিবারগুলো এখনো ন্যায়বিচারের অপেক্ষায় রয়েছে। আন্তর্জাতিক অপরাধ ট্রাইব্যুনালে এসব মামলার বিচার দ্রুত শেষ করার দাবি জানানো হয়। [12,953,158,1008]
article-paragraph: এদিকে ঢাকাসহ সারা দেশে বিভিন্ন রাজনৈতিক দল ও সংগঠনের পক্ষ থেকে বিক্ষোভ সমাবেশ ও মানববন্ধন কর্মসূচি পালিত হয়েছে। বক্তারা অবিলম্বে দোষীদের গ্রেপ্তার করে দৃষ্টান্তমূলক শাস্তির দাবি জানান। [787,864,933,900]
article-paragraph: সংশ্লিষ্ট সূত্রে জানা গেছে, ঘটনার পরপরই আইনশৃঙ্খলা রক্ষাকারী বাহিনীর সদস্যরা ঘটনাস্থলে পৌঁছে পরিস্থিতি নিয়ন্ত্রণে আনেন। আহতদের উদ্ধার করে নিকটস্থ হাসপাতালে ভর্তি করা হয়েছে। এ ঘটনায় একটি তদন্ত কমিটি গঠন করা হয়েছে বলে কর্মকর্তারা জানিয়েছেন। [477,308,623,363]
article-paragraph: তিনি বলেন, দেশের মানুষ দীর্ঘদিন ধরে একটি অবাধ, সুষ্ঠু ও নিরপেক্ষ নির্বাচনের অপেক্ষায় রয়েছে। অন্তর্বর্তী সরকারের দায়িত্ব হচ্ছে সেই নির্বাচনের পরিবেশ তৈরি করা। এ বিষয়ে সংশ্লিষ্ট সবাইকে আন্তরিকভাবে কাজ করতে হবে বলে তিনি মন্তব্য করেন। [477,854,623,900]
article-paragraph: বৈঠকে উপস্থিত ছিলেন বিভিন্ন রাজনৈতিক দলের নেতারা, সুশীল সমাজের প্রতিনিধি এবং সংশ্লিষ্ট মন্ত্রণালয়ের ঊর্ধ্বতন কর্মকর্তারা। বৈঠক শেষে সাংবাদিকদের ব্রিফ করেন প্রধান উপদেষ্টার প্রেস সচিব। তিনি জানান, আলোচনায় বেশ কিছু গুরুত্বপূর্ণ সিদ্ধান্ত নেওয়া হয়েছে। [12,363,158,418]
article [167,893,313,1113]
article-paragraph: প্রত্যক্ষদর্শীরা জানান, মুহূর্তের মধ্যে পুরো এলাকায় আতঙ্ক ছড়িয়ে পড়ে। স্থানীয় লোকজন ছুটে এসে উদ্ধার কাজে অংশ নেন। খবর পেয়ে ফায়ার সার্ভিসের একাধিক ইউনিট ঘটনাস্থলে পৌঁছে উদ্ধার তৎপরতা চালায়। [322,620,468,666]
article-paragraph: প্রধান উপদেষ্টার কার্যালয় সূত্রে জানা গেছে, আগামী ফেব্রুয়ারির মধ্যে জাতীয় সংসদ নির্বাচন অনুষ্ঠানের লক্ষ্য নিয়ে নির্বাচন কমিশন প্রস্তুতি এগিয়ে নিচ্ছে। ভোটার তালিকা হালনাগাদ, সীমানা পুনর্নির্ধারণসহ আনুষঙ্গিক কাজ চলছে বলে কমিশন জানিয়েছে। [787,904,933,949]
article-paragraph: এদিকে ঢাকাসহ সারা দেশে বিভিন্ন রাজনৈতিক দল ও সংগঠনের পক্ষ থেকে বিক্ষোভ সমাবেশ ও মানববন্ধন কর্মসূচি পালিত হয়েছে। বক্তারা অবিলম্বে দোষীদের গ্রেপ্তার করে দৃষ্টান্তমূলক শাস্তির দাবি জানান। [12,137,158,174]
article-paragraph: সংবাদ সম্মেলনে লিখিত বক্তব্যে বলা হয়, গত ১৫ বছরে গুম, খুন, বিচারবহির্ভূত হত্যাকাণ্ড ও রাষ্ট্রীয় নিপীড়নের শিকার পরিবারগুলো এখনো ন্যায়বিচারের অপেক্ষায় রয়েছে। আন্তর্জাতিক অপরাধ ট্রাইব্যুনালে এসব মামলার বিচার দ্রুত শেষ করার দাবি জানানো হয়। [477,561,623,616]
article-paragraph: এ বিষয়ে জানতে চাইলে সংশ্লিষ্ট কর্মকর্তা বলেন, অভিযোগের সত্যতা যাচাই করে প্রয়োজনীয় আইনগত ব্যবস্থা নেওয়া হবে। কেউ আইনের ঊর্ধ্বে নয়। দোষীদের বিরুদ্ধে কঠোর ব্যবস্থা নেওয়া হবে বলে তিনি হুঁশিয়ারি দেন। [787,136,933,182]
article-paragraph: তিনি বলেন, দেশের মানুষ দীর্ঘদিন ধরে একটি অবাধ, সুষ্ঠু ও নিরপেক্ষ নির্বাচনের অপেক্ষায় রয়েছে। অন্তর্বর্তী সরকারের দায়িত্ব হচ্ছে সেই নির্বাচনের পরিবেশ তৈরি করা। এ বিষয়ে সংশ্লিষ্ট সবাইকে আন্তরিকভাবে কাজ করতে হবে বলে তিনি মন্তব্য করেন। [12,1167,158,1212]
article-paragraph: সংশ্লিষ্ট সূত্রে জানা গেছে, ঘটনার পরপরই আইনশৃঙ্খলা রক্ষাকারী বাহিনীর সদস্যরা ঘটনাস্থলে পৌঁছে পরিস্থিতি নিয়ন্ত্রণে আনেন। আহতদের উদ্ধার করে নিকটস্থ হাসপাতালে ভর্তি করা হয়েছে। এ ঘটনায় একটি তদন্ত কমিটি গঠন করা হয়েছে বলে কর্মকর্তারা জানিয়েছেন। [632,406,778,461]
article-paragraph: প্রত্যক্ষদর্শীরা জানান, মুহূর্তের মধ্যে পুরো এলাকায় আতঙ্ক ছড়িয়ে পড়ে। স্থানীয় লোকজন ছুটে এসে উদ্ধার কাজে অংশ নেন। খবর পেয়ে ফায়ার সার্ভিসের একাধিক ইউনিট ঘটনাস্থলে পৌঁছে উদ্ধার তৎপরতা চালায়। [12,1216,158,1261]
article-paragraph: বৈঠকে উপস্থিত ছিলেন বিভিন্ন রাজনৈতিক দলের নেতারা, সুশীল সমাজের প্রতিনিধি এবং সংশ্লিষ্ট মন্ত্রণালয়ের ঊর্ধ্বতন কর্মকর্তারা। বৈঠক শেষে সাংবাদিকদের ব্রিফ করেন প্রধান উপদেষ্টার প্রেস সচিব। তিনি জানান, আলোচনায় বেশ কিছু গুরুত্বপূর্ণ সিদ্ধান্ত নেওয়া হয়েছে। [322,333,468,387]
article [12,426,158,804]
article [12,93,158,419]
article-continuation [167,88,313,329]
article-paragraph: তিনি বলেন, দেশের মানুষ দীর্ঘদিন ধরে একটি অবাধ, সুষ্ঠু ও নিরপেক্ষ নির্বাচনের অপেক্ষায় রয়েছে। অন্তর্বর্তী সরকারের দায়িত্ব হচ্ছে সেই নির্বাচনের পরিবেশ তৈরি করা। এ বিষয়ে সংশ্লিষ্ট সবাইকে আন্তরিকভাবে কাজ করতে হবে বলে তিনি মন্তব্য করেন। [632,766,778,812]
article-headline: হাসিনার গুলি চালানোর নির্দেশ নিয়ে আল [327,93,463,121]
article-kicker: প্রথম পৃষ্ঠার পর [376,125,414,133]
article-paragraph: এ বিষয়ে জানতে চাইলে সংশ্লিষ্ট কর্মকর্তা বলেন, অভিযোগের সত্যতা যাচাই করে প্রয়োজনীয় আইনগত ব্যবস্থা নেওয়া হবে। কেউ আইনের ঊর্ধ্বে নয়। দোষীদের বিরুদ্ধে কঠোর ব্যবস্থা নেওয়া হবে বলে তিনি হুঁশিয়ারি দেন। [167,840,313,886]
article [12,811,158,1311]
article-paragraph: সংশ্লিষ্ট সূত্রে জানা গেছে, ঘটনার পরপরই আইনশৃঙ্খলা রক্ষাকারী বাহিনীর সদস্যরা ঘটনাস্থলে পৌঁছে পরিস্থিতি নিয়ন্ত্রণে আনেন। আহতদের উদ্ধার করে নিকটস্থ হাসপাতালে ভর্তি করা হয়েছে। এ ঘটনায় একটি তদন্ত কমিটি গঠন করা হয়েছে বলে কর্মকর্তারা জানিয়েছেন। [322,439,468,494]
article-paragraph: বিশেষজ্ঞরা মনে করছেন, রাজনৈতিক স্থিতিশীলতা ফিরিয়ে আনতে হলে সব পক্ষের মধ্যে আস্থার সম্পর্ক গড়ে তুলতে হবে। সংস্কার কার্যক্রম দ্রুত সম্পন্ন করে নির্বাচনের রোডম্যাপ ঘোষণা করা এখন সময়ের দাবি বলে তারা উল্লেখ করেন। [632,265,778,310]
article-paragraph: প্রত্যক্ষদর্শীরা জানান, মুহূর্তের মধ্যে পুরো এলাকায় আতঙ্ক ছড়িয়ে পড়ে। স্থানীয় লোকজন ছুটে এসে উদ্ধার কাজে অংশ নেন। খবর পেয়ে ফায়ার সার্ভিসের একাধিক ইউনিট ঘটনাস্থলে পৌঁছে উদ্ধার তৎপরতা চালায়। [787,717,933,763]
article-headline: বিমান দুর্ঘটনায় হতাহতদের প্রয়োজনীয় সহায়তা [647,575,763,603]
article-headline: সরকারি-বেসরকারি খাতের সমন্বয় [492,956,608,984]
article [322,93,468,584]
article-kicker: প্রথম পৃষ্ঠার পর [531,296,569,304]
article-paragraph: নিট সম্পদ মূল্য (এনএভি) দাঁড়িয়েছে ২২ টাকা ৫৯ পয়সা। [167,1006,304,1024]
article-paragraph: এ বিষয়ে জানতে চাইলে সংশ্লিষ্ট কর্মকর্তা বলেন, অভিযোগের সত্যতা যাচাই করে প্রয়োজনীয় আইনগত ব্যবস্থা নেওয়া হবে। কেউ আইনের ঊর্ধ্বে নয়। দোষীদের বিরুদ্ধে কঠোর ব্যবস্থা নেওয়া হবে বলে তিনি হুঁশিয়ারি দেন। [322,776,468,822]
article-paragraph: উল্লেখ্য, গত বছরের জুলাই-আগস্টের গণঅভ্যুত্থানে ছাত্র-জনতার আন্দোলনে শেখ হাসিনা সরকারের পতন ঘটে। এরপর অন্তর্বর্তী সরকার দায়িত্ব নেওয়ার পর থেকে বিভিন্ন ক্ষেত্রে সংস্কার কার্যক্রম পরিচালিত হচ্ছে। [322,195,468,232]
article-paragraph: সংবাদ সম্মেলনে লিখিত বক্তব্যে বলা হয়, গত ১৫ বছরে গুম, খুন, বিচারবহির্ভূত হত্যাকাণ্ড ও রাষ্ট্রীয় নিপীড়নের শিকার পরিবারগুলো এখনো ন্যায়বিচারের অপেক্ষায় রয়েছে। আন্তর্জাতিক অপরাধ ট্রাইব্যুনালে এসব মামলার বিচার দ্রুত শেষ করার দাবি জানানো হয়। [632,464,778,519]
article-headline: প্রভাতী ইন্ডাস্ট্রিজের [197,893,283,907]
article-paragraph: (এপ্রিল-জুন, ২৫) প্রান্তিকে শেয়ারপ্রতি [167,994,271,1003]
article-paragraph: তদন্ত সংশ্লিষ্টরা জানান, জব্দ করা আলামত ফরেনসিক পরীক্ষার জন্য পাঠানো হয়েছে। প্রতিবেদন হাতে পাওয়ার পর পরবর্তী আইনগত পদক্ষেপ নেওয়া হবে। এ ঘটনায় জড়িত সন্দেহে কয়েকজনকে জিজ্ঞাসাবাদের জন্য হেফাজতে নেওয়া হয়েছে। [787,88,933,133]
article-paragraph: সংবাদ সম্মেলনে লিখিত বক্তব্যে বলা হয়, গত ১৫ বছরে গুম, খুন, বিচারবহির্ভূত হত্যাকাণ্ড ও রাষ্ট্রীয় নিপীড়নের শিকার পরিবারগুলো এখনো ন্যায়বিচারের অপেক্ষায় রয়েছে। আন্তর্জাতিক অপরাধ ট্রাইব্যুনালে এসব মামলার বিচার দ্রুত শেষ করার দাবি জানানো হয়। [322,137,468,192]
article-paragraph: প্রধান উপদেষ্টার কার্যালয় সূত্রে জানা গেছে, আগামী ফেব্রুয়ারির মধ্যে জাতীয় সংসদ নির্বাচন অনুষ্ঠানের লক্ষ্য নিয়ে নির্বাচন কমিশন প্রস্তুতি এগিয়ে নিচ্ছে। ভোটার তালিকা হালনাগাদ, সীমানা পুনর্নির্ধারণসহ আনুষঙ্গিক কাজ চলছে বলে কমিশন জানিয়েছে। [632,849,778,895]
